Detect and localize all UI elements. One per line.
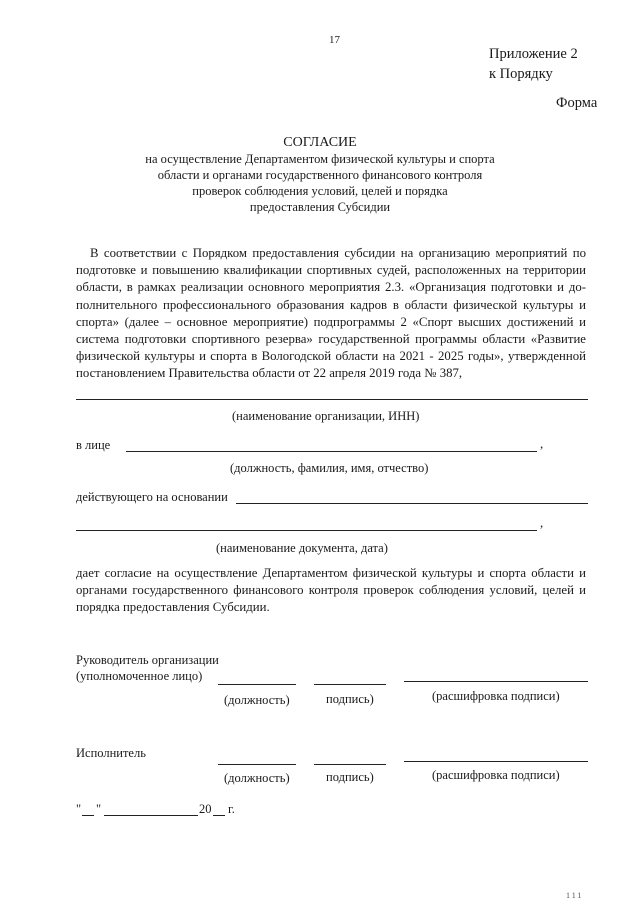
org-name-field-line[interactable]: [76, 399, 588, 400]
title-line-4: предоставления Субсидии: [249, 200, 391, 214]
basis-field-line-1[interactable]: [236, 503, 588, 504]
org-name-caption: (наименование организации, ИНН): [232, 409, 420, 423]
page-number: 17: [329, 34, 340, 46]
head-position-caption: (должность): [224, 693, 290, 707]
head-signature-line[interactable]: [314, 684, 386, 685]
consent-paragraph: дает согласие на осуществление Департаментом физической культуры и спорта области и органами государственного финансового контроля проверок соблюдения условий, целей и порядка предоставления Субсидии.: [76, 566, 586, 615]
in-person-label: в лице: [76, 438, 111, 452]
executor-signature-caption: подпись): [326, 770, 374, 784]
head-position-line[interactable]: [218, 684, 296, 685]
person-field-comma: ,: [540, 436, 544, 451]
head-decoding-caption: (расшифровка подписи): [432, 689, 560, 703]
appendix-reference: [489, 44, 578, 84]
date-quote-open: ": [76, 802, 82, 816]
executor-label: Исполнитель: [76, 746, 146, 760]
date-quote-close: ": [96, 802, 102, 816]
date-month-line[interactable]: [104, 815, 198, 816]
date-year-line[interactable]: [213, 815, 225, 816]
title-line-1: на осуществление Департаментом физической культуры и спорта: [145, 152, 495, 166]
document-title: [120, 134, 520, 215]
intro-paragraph: В соответствии с Порядком предоставления субсидии на организацию мероприятий по подготовке и повышению квалификации спортивных судей, расположенных на территории области, в рамках реализации основного мероприятия 2.3. «Организация подготовки и до-полнительного профессионального образования кадров в области физической культуры и спорта» (далее – основное мероприятие) подпрограммы 2 «Спорт высших достижений и система подготовки спортивного резерва» государственной программы области «Развитие физической культуры и спорта в Вологодской области на 2021 - 2025 годы», утвержденной постановлением Правительства области от 22 апреля 2019 года № 387,: [76, 246, 586, 381]
footer-mark: 111: [566, 891, 584, 900]
head-label-line-2: (уполномоченное лицо): [76, 669, 203, 683]
form-label: Форма: [556, 95, 598, 111]
document-caption: (наименование документа, дата): [216, 541, 388, 555]
executor-position-line[interactable]: [218, 764, 296, 765]
head-decoding-line[interactable]: [404, 681, 588, 682]
basis-field-comma: ,: [540, 515, 544, 530]
appendix-line-2: к Порядку: [489, 66, 553, 82]
title-heading: СОГЛАСИЕ: [283, 135, 357, 150]
date-day-line[interactable]: [82, 815, 94, 816]
person-caption: (должность, фамилия, имя, отчество): [230, 461, 429, 475]
head-signature-caption: подпись): [326, 692, 374, 706]
basis-field-line-2[interactable]: [76, 530, 537, 531]
head-label-line-1: Руководитель организации: [76, 653, 219, 667]
title-line-3: проверок соблюдения условий, целей и порядка: [192, 184, 448, 198]
title-line-2: области и органами государственного финансового контроля: [157, 168, 483, 182]
date-year-prefix: 20: [199, 802, 212, 816]
executor-decoding-line[interactable]: [404, 761, 588, 762]
person-field-line[interactable]: [126, 451, 537, 452]
executor-decoding-caption: (расшифровка подписи): [432, 768, 560, 782]
executor-position-caption: (должность): [224, 771, 290, 785]
appendix-line-1: Приложение 2: [489, 46, 578, 62]
basis-label: действующего на основании: [76, 490, 228, 504]
date-year-suffix: г.: [228, 802, 235, 816]
executor-signature-line[interactable]: [314, 764, 386, 765]
